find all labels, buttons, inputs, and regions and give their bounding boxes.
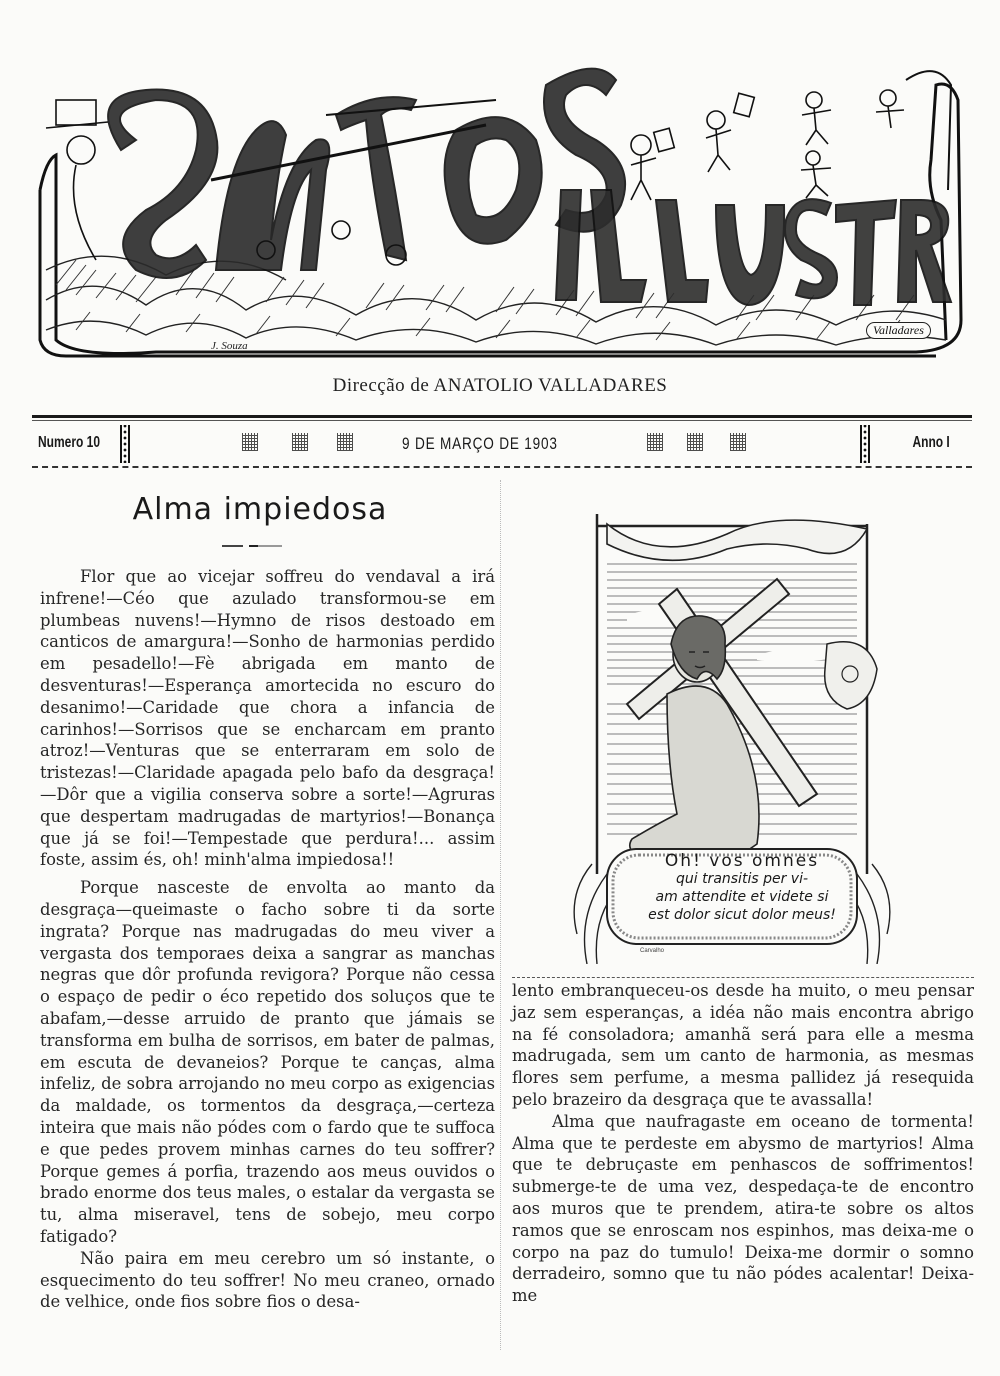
dateline-rule-top-thin <box>32 420 972 421</box>
caption-line: am attendite et videte si <box>655 889 829 905</box>
article-paragraph: Alma que naufragaste em oceano de tormenta! Alma que te perdeste em abysmo de martyrios! Alma que te debruçaste em penhascos de soffrimentos! submerge-te de uma vez, despedaça-te de encontro aos muros que te prendem, atira-te sobre os altos ramos que se enroscam nos espinhos, mas deixa-me o corpo na paz do tumulo! Deixa-me dormir o somno derradeiro, somno que tu não pódes acalentar! Deixa-me <box>512 1111 974 1306</box>
caption-line: Oh! vos omnes <box>664 851 820 871</box>
editor-credit: Direcção de ANATOLIO VALLADARES <box>332 375 668 396</box>
column-divider <box>500 480 501 1350</box>
ornament-icon <box>687 433 703 451</box>
article-paragraph: Porque nasceste de envolta ao manto da desgraça—queimaste o facho sobre ti da sorte ingrata? Porque nas madrugadas do meu viver a vergasta dos temporaes deixa a sangrar as manchas negras que dôr profunda revigora? Porque não cessa o espaço de pedir o éco repetido dos soluços que te abafam,—desse arruido de pranto que jámais se transforma em bulha de sorrisos, em bater de palmas, em escuta de devaneios? Porque te canças, alma infeliz, de sobra arrojando no meu corpo as exigencias da maldade, os tormentos da desgraça,—certeza inteira que mais não pódes com o fardo que te suffoca e que pedes provem minhas carnes do teu soffrer? Porque gemes á porfia, trazendo aos meus ouvidos o brado enorme dos teus males, o estalar da vergasta se tu, alma miseravel, tens de sobejo, meu corpo fatigado? <box>40 878 495 1246</box>
artist-signature-right: Valladares <box>866 322 931 339</box>
ornament-icon <box>647 433 663 451</box>
caption-line: est dolor sicut dolor meus! <box>648 907 836 923</box>
issue-number: Numero 10 <box>38 434 101 451</box>
dateline-bar <box>32 425 972 463</box>
issue-date: 9 DE MARÇO DE 1903 <box>402 434 558 453</box>
masthead-art-icon <box>36 40 966 360</box>
issue-year: Anno I <box>912 434 950 451</box>
engraving-caption <box>612 852 872 924</box>
dateline-rule-bottom <box>32 466 972 468</box>
ornament-icon <box>337 433 353 451</box>
artist-signature-left: J. Souza <box>211 340 248 352</box>
article-column-left <box>40 566 495 1313</box>
article-paragraph: lento embranqueceu-os desde ha muito, o meu pensar jaz sem esperanças, a idéa não mais encontra abrigo na fé consoladora; amanhã será para elle a mesma madrugada, sem um canto de harmonia, as mesmas flores sem perfume, a mesma pallidez já resequida pelo brazeiro da desgraça que te avassalla! <box>512 981 974 1109</box>
masthead-illustration <box>36 40 966 360</box>
article-paragraph: Flor que ao vicejar soffreu do vendaval a irá infrene!—Céo que azulado transformou-se em plumbeas nuvens!—Hymno de risos destoado em canticos de amargura!—Sonho de harmonias perdido em pesadello!—Fè abrigada em manto de desventuras!—Esperança amortecida no escuro do desanimo!—Caridade que chora a infancia de carinhos!—Sorrisos que se encharcam em pranto atroz!—Venturas que se enterraram em solo de tristezas!—Claridade apagada pelo bafo da desgraça!—Dôr que a vigilia conserva sobre a sorte!—Agruras que despertam madrugadas de martyrios!—Bonança que já se foi!—Tempestade que perdura!... assim foste, assim és, oh! minh'alma impiedosa!! <box>40 567 495 870</box>
ornament-icon <box>730 433 746 451</box>
caption-line: qui transitis per vi- <box>675 871 809 887</box>
title-ornament-icon <box>222 545 282 547</box>
dotted-separator-icon <box>120 425 130 463</box>
engraving-credit: Carvalho <box>640 948 665 954</box>
article-column-right <box>512 980 974 1307</box>
article-title: Alma impiedosa <box>132 492 388 527</box>
column-rule <box>512 977 974 978</box>
dotted-separator-icon <box>860 425 870 463</box>
article-paragraph: Não paira em meu cerebro um só instante, o esquecimento do teu soffrer! No meu craneo, ornado de velhice, onde fios sobre fios o desa- <box>40 1248 495 1312</box>
ornament-icon <box>292 433 308 451</box>
ornament-icon <box>242 433 258 451</box>
dateline-rule-top <box>32 415 972 418</box>
